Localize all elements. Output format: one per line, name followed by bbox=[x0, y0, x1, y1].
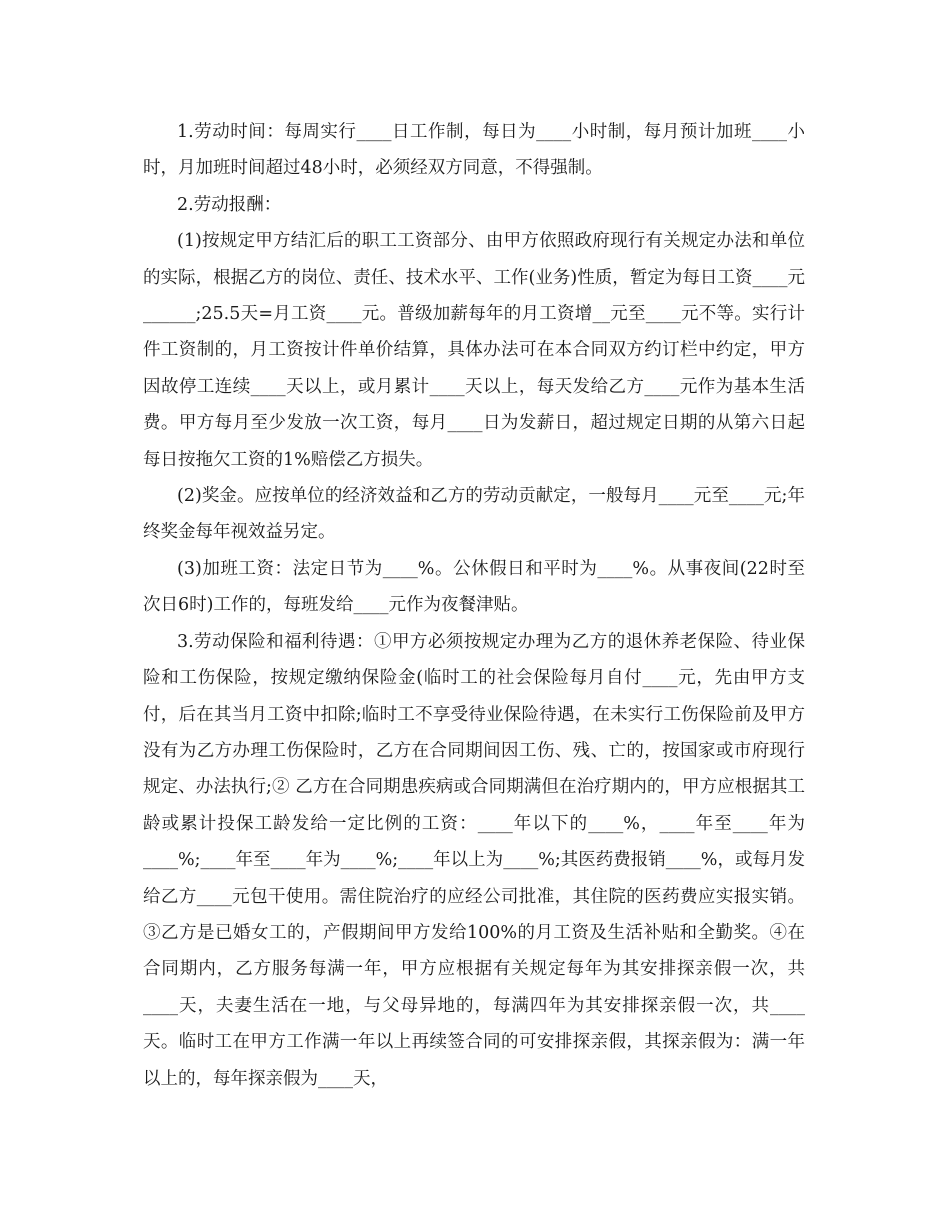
paragraph-overtime-pay: (3)加班工资：法定日节为____%。公休假日和平时为____%。从事夜间(22时至次日6时)工作的，每班发给____元作为夜餐津贴。 bbox=[143, 558, 805, 616]
paragraph-working-hours: 1.劳动时间：每周实行____日工作制，每日为____小时制，每月预计加班____小时，月加班时间超过48小时，必须经双方同意，不得强制。 bbox=[143, 122, 805, 179]
paragraph-insurance-welfare: 3.劳动保险和福利待遇：①甲方必须按规定办理为乙方的退休养老保险、待业保险和工伤保险，按规定缴纳保险金(临时工的社会保险每月自付____元，先由甲方支付，后在其当月工资中扣除;临时工不享受待业保险待遇，在未实行工伤保险前及甲方没有为乙方办理工伤保险时，乙方在合同期间因工伤、残、亡的，按国家或市府现行规定、办法执行;② 乙方在合同期患疾病或合同期满但在治疗期内的，甲方应根据其工龄或累计投保工龄发给一定比例的工资：____年以下的____%，____年至____年为____%;____年至____年为____%;____年以上为____%;其医药费报销____%，或每月发给乙方____元包干使用。需住院治疗的应经公司批准，其住院的医药费应实报实销。③乙方是已婚女工的，产假期间甲方发给100%的月工资及生活补贴和全勤奖。④在合同期内，乙方服务每满一年，甲方应根据有关规定每年为其安排探亲假一次，共____天，夫妻生活在一地，与父母异地的，每满四年为其安排探亲假一次，共____天。临时工在甲方工作满一年以上再续签合同的可安排探亲假，其探亲假为：满一年以上的，每年探亲假为____天， bbox=[143, 631, 805, 1089]
document-body bbox=[143, 114, 805, 1097]
paragraph-wages: (1)按规定甲方结汇后的职工工资部分、由甲方依照政府现行有关规定办法和单位的实际，根据乙方的岗位、责任、技术水平、工作(业务)性质，暂定为每日工资____元______;25.5天=月工资____元。普级加薪每年的月工资增__元至____元不等。实行计件工资制的，月工资按计件单价结算，具体办法可在本合同双方约订栏中约定，甲方因故停工连续____天以上，或月累计____天以上，每天发给乙方____元作为基本生活费。甲方每月至少发放一次工资，每月____日为发薪日，超过规定日期的从第六日起每日按拖欠工资的1%赔偿乙方损失。 bbox=[143, 231, 805, 470]
paragraph-remuneration-heading: 2.劳动报酬： bbox=[177, 194, 282, 215]
paragraph-bonus: (2)奖金。应按单位的经济效益和乙方的劳动贡献定，一般每月____元至____元;年终奖金每年视效益另定。 bbox=[143, 486, 805, 543]
